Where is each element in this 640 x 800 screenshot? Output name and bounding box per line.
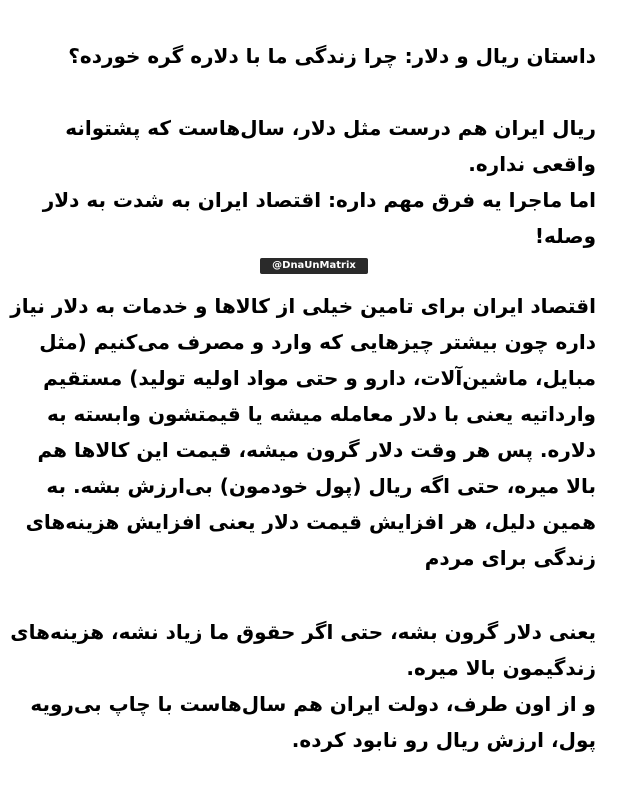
paragraph-1-line: واقعی نداره. — [468, 152, 596, 176]
paragraph-3-line: و از اون طرف، دولت ایران هم سال‌هاست با چاپ بی‌رویه — [30, 692, 596, 716]
paragraph-1-line: وصله! — [534, 224, 596, 248]
paragraph-1-line: اما ماجرا یه فرق مهم داره: اقتصاد ایران به شدت به دلار — [42, 188, 596, 212]
paragraph-2-line: زندگی برای مردم — [424, 546, 596, 570]
paragraph-2-line: داره چون بیشتر چیزهایی که وارد و مصرف می‌کنیم (مثل — [39, 330, 596, 354]
paragraph-1-line: ریال ایران هم درست مثل دلار، سال‌هاست که پشتوانه — [65, 116, 596, 140]
paragraph-2-line: اقتصاد ایران برای تامین خیلی از کالاها و خدمات به دلار نیاز — [10, 294, 596, 318]
paragraph-3-line: زندگیمون بالا میره. — [406, 656, 596, 680]
paragraph-2-line: همین دلیل، هر افزایش قیمت دلار یعنی افزایش هزینه‌های — [25, 510, 596, 534]
paragraph-2-line: دلاره. پس هر وقت دلار گرون میشه، قیمت این کالاها هم — [37, 438, 596, 462]
watermark-badge: @DnaUnMatrix — [260, 258, 368, 274]
paragraph-2-line: بالا میره، حتی اگه ریال (پول خودمون) بی‌ارزش بشه. به — [46, 474, 596, 498]
paragraph-2-line: مبایل، ماشین‌آلات، دارو و حتی مواد اولیه تولید) مستقیم — [43, 366, 596, 390]
paragraph-3-line: یعنی دلار گرون بشه، حتی اگر حقوق ما زیاد نشه، هزینه‌های — [10, 620, 596, 644]
paragraph-3-line: پول، ارزش ریال رو نابود کرده. — [291, 728, 596, 752]
article-title: داستان ریال و دلار: چرا زندگی ما با دلاره گره خورده؟ — [68, 44, 596, 68]
paragraph-2-line: وارداتیه یعنی با دلار معامله میشه یا قیمتشون وابسته به — [46, 402, 596, 426]
